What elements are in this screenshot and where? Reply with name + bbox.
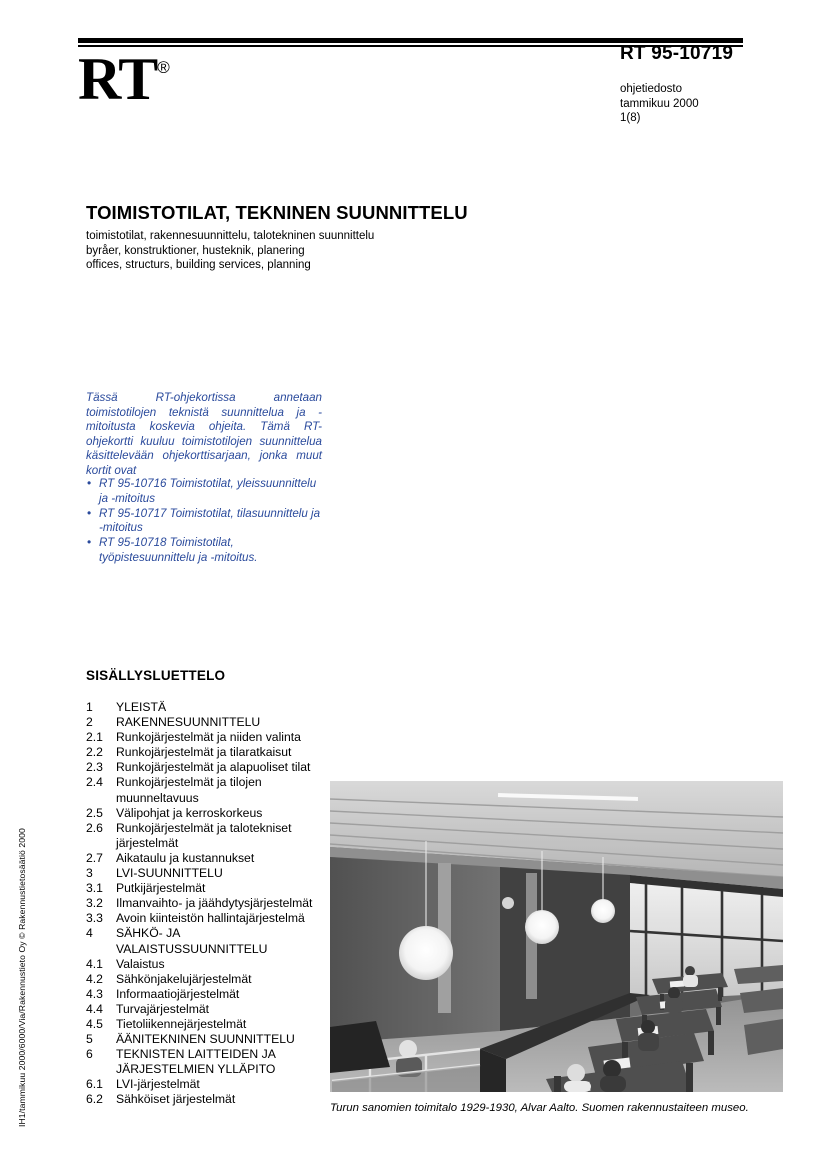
toc-entry-number: 2 (86, 715, 93, 730)
page-title: TOIMISTOTILAT, TEKNINEN SUUNNITTELU (86, 202, 468, 224)
rt-logo-text: RT (78, 46, 158, 112)
toc-entry-number: 2.5 (86, 805, 103, 820)
toc-entry-label: Tietoliikennejärjestelmät (116, 1016, 247, 1031)
toc-entry[interactable] (86, 806, 326, 821)
toc-entry-number: 2.4 (86, 775, 103, 790)
photograph (330, 781, 783, 1092)
toc-entry[interactable] (86, 1002, 326, 1017)
toc-entry[interactable] (86, 745, 326, 760)
list-item (86, 477, 326, 506)
toc-entry-label: SÄHKÖ- JA VALAISTUSSUUNNITTELU (116, 926, 268, 956)
toc-entry-label: Putkijärjestelmät (116, 881, 206, 896)
document-meta (620, 82, 699, 126)
toc-entry[interactable] (86, 911, 326, 926)
photograph-image (330, 781, 783, 1092)
toc-entry-label: Runkojärjestelmät ja niiden valinta (116, 730, 301, 745)
page-number: 1(8) (620, 112, 641, 124)
toc-entry-label: Runkojärjestelmät ja alapuoliset tilat (116, 760, 311, 775)
toc-entry-number: 6 (86, 1047, 93, 1062)
document-code: RT 95-10719 (620, 43, 734, 64)
toc-entry-label: LVI-SUUNNITTELU (116, 866, 223, 881)
bullet-icon: • (87, 535, 92, 550)
toc-entry-number: 2.6 (86, 820, 103, 835)
toc-entry[interactable] (86, 851, 326, 866)
keywords-finnish: toimistotilat, rakennesuunnittelu, talotekninen suunnittelu (86, 230, 375, 242)
list-item-label: RT 95-10716 Toimistotilat, yleissuunnittelu ja -mitoitus (99, 477, 317, 505)
document-date: tammikuu 2000 (620, 97, 699, 110)
toc-entry[interactable] (86, 926, 326, 956)
toc-entry-label: RAKENNESUUNNITTELU (116, 715, 261, 730)
toc-entry-label: Sähköiset järjestelmät (116, 1092, 236, 1107)
photograph-caption: Turun sanomien toimitalo 1929-1930, Alvar Aalto. Suomen rakennustaiteen museo. (330, 1102, 749, 1114)
toc-entry-label: Ilmanvaihto- ja jäähdytysjärjestelmät (116, 896, 313, 911)
bullet-icon: • (87, 476, 92, 490)
related-cards-list (86, 477, 326, 566)
toc-entry-label: Aikataulu ja kustannukset (116, 850, 255, 865)
rt-logo (78, 38, 170, 112)
keywords-swedish: byråer, konstruktioner, husteknik, planering (86, 244, 305, 257)
toc-entry[interactable] (86, 866, 326, 881)
toc-entry-label: Välipohjat ja kerroskorkeus (116, 805, 263, 820)
bullet-icon: • (87, 505, 92, 520)
toc-entry-number: 6.1 (86, 1077, 103, 1092)
list-item-label: RT 95-10717 Toimistotilat, tilasuunnittelu ja -mitoitus (99, 506, 321, 535)
toc-entry[interactable] (86, 730, 326, 745)
toc-entry-label: Runkojärjestelmät ja tilojen muunneltavuus (116, 775, 262, 805)
toc-entry[interactable] (86, 896, 326, 911)
toc-entry-number: 4.4 (86, 1001, 103, 1016)
toc-entry[interactable] (86, 821, 326, 851)
toc-entry[interactable] (86, 1047, 326, 1077)
toc-entry-label: Runkojärjestelmät ja talotekniset järjestelmät (116, 820, 292, 850)
abstract-paragraph: Tässä RT-ohjekortissa annetaan toimistotilojen teknistä suunnittelua ja -mitoitusta koskevia ohjeita. Tämä RT-ohjekortti kuuluu toimistotilojen suunnittelua käsittelevään ohjekorttisarjaan, jonka muut kortit ovat (86, 391, 322, 477)
toc-entry-number: 4.1 (86, 956, 103, 971)
toc-entry-number: 2.3 (86, 760, 103, 775)
toc-entry-label: LVI-järjestelmät (116, 1077, 200, 1092)
toc-entry-label: TEKNISTEN LAITTEIDEN JA JÄRJESTELMIEN YLLÄPITO (116, 1047, 276, 1077)
toc-entry-label: Informaatiojärjestelmät (116, 986, 240, 1001)
toc-entry-number: 5 (86, 1032, 93, 1047)
toc-entry[interactable] (86, 775, 326, 805)
toc-entry-number: 3.2 (86, 896, 103, 911)
toc-entry-number: 3.3 (86, 911, 103, 926)
toc-entry-number: 2.1 (86, 730, 103, 745)
list-item (86, 536, 326, 565)
list-item (86, 507, 326, 536)
document-type: ohjetiedosto (620, 83, 683, 95)
toc-entry-number: 4.2 (86, 971, 103, 986)
toc-entry[interactable] (86, 881, 326, 896)
table-of-contents (86, 700, 326, 1108)
toc-entry-number: 2.7 (86, 850, 103, 865)
toc-entry[interactable] (86, 972, 326, 987)
toc-entry[interactable] (86, 1077, 326, 1092)
toc-entry-label: Turvajärjestelmät (116, 1001, 210, 1016)
toc-entry-label: Runkojärjestelmät ja tilaratkaisut (116, 745, 292, 760)
toc-entry[interactable] (86, 700, 326, 715)
toc-entry-number: 4.5 (86, 1016, 103, 1031)
toc-entry-number: 1 (86, 700, 93, 714)
toc-entry-number: 2.2 (86, 745, 103, 760)
toc-entry[interactable] (86, 1032, 326, 1047)
toc-entry[interactable] (86, 1017, 326, 1032)
toc-entry-number: 4 (86, 926, 93, 941)
toc-heading: SISÄLLYSLUETTELO (86, 668, 226, 683)
toc-entry-number: 3 (86, 866, 93, 881)
list-item-label: RT 95-10718 Toimistotilat, työpistesuunnittelu ja -mitoitus. (99, 536, 258, 564)
toc-entry[interactable] (86, 1092, 326, 1107)
toc-entry[interactable] (86, 957, 326, 972)
toc-entry[interactable] (86, 760, 326, 775)
toc-entry-label: Avoin kiinteistön hallintajärjestelmä (116, 911, 305, 926)
side-credit: IH1/tammikuu 2000/6000/Via/Rakennustieto Oy © Rakennustietosäätiö 2000 (17, 828, 27, 1127)
toc-entry-label: Sähkönjakelujärjestelmät (116, 971, 252, 986)
toc-entry[interactable] (86, 715, 326, 730)
toc-entry-label: ÄÄNITEKNINEN SUUNNITTELU (116, 1032, 295, 1047)
toc-entry-label: Valaistus (116, 956, 165, 971)
registered-trademark-icon: ® (157, 58, 170, 77)
toc-entry-number: 4.3 (86, 986, 103, 1001)
toc-entry-number: 3.1 (86, 881, 103, 896)
toc-entry-label: YLEISTÄ (116, 700, 167, 714)
toc-entry[interactable] (86, 987, 326, 1002)
keywords-english: offices, structurs, building services, planning (86, 259, 311, 271)
toc-entry-number: 6.2 (86, 1092, 103, 1107)
keyword-block (86, 229, 374, 273)
